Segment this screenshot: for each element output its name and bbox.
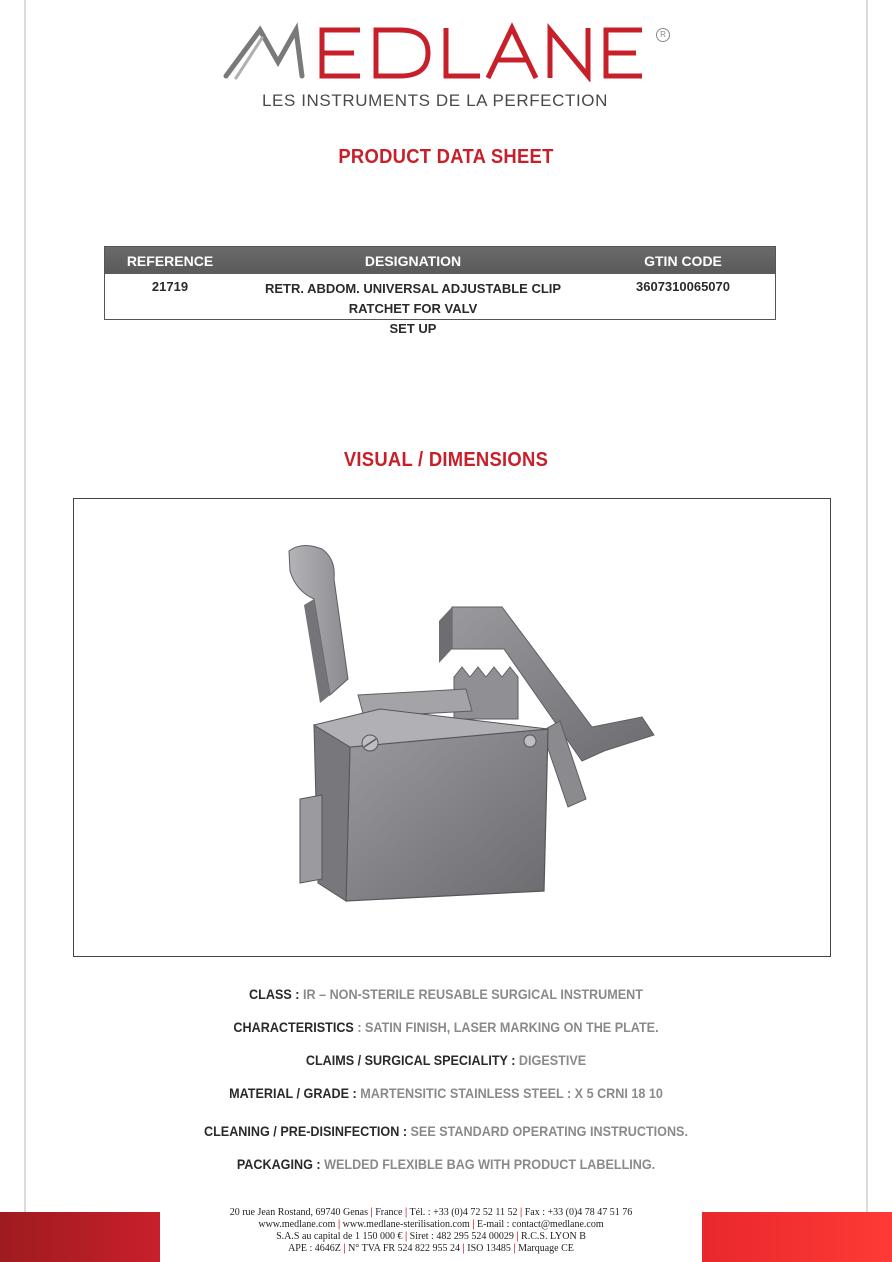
table-row — [105, 274, 775, 339]
product-image — [74, 499, 830, 956]
spec-label: CLEANING / PRE-DISINFECTION : — [204, 1123, 408, 1139]
footer-ape: APE : 4646Z — [288, 1243, 341, 1254]
spec-characteristics — [45, 1019, 848, 1035]
footer-website-link[interactable]: www.medlane.com — [258, 1219, 336, 1230]
footer-sterilisation-link[interactable]: www.medlane-sterilisation.com — [342, 1219, 470, 1230]
footer-iso: ISO 13485 — [467, 1243, 511, 1254]
designation-line-2: SET UP — [389, 321, 437, 336]
footer-separator: | — [343, 1243, 346, 1254]
footer-capital: S.A.S au capital de 1 150 000 € — [276, 1231, 403, 1242]
footer-separator: | — [520, 1207, 523, 1218]
footer-red-bar-left — [0, 1212, 160, 1262]
spec-label: PACKAGING : — [236, 1156, 321, 1172]
footer-email-link[interactable]: E-mail : contact@medlane.com — [476, 1219, 604, 1230]
footer-separator: | — [472, 1219, 475, 1230]
footer-rcs: R.C.S. LYON B — [521, 1231, 586, 1242]
header-gtin: GTIN CODE — [644, 252, 722, 269]
footer-ce: Marquage CE — [518, 1243, 574, 1254]
spec-value: WELDED FLEXIBLE BAG WITH PRODUCT LABELLING. — [320, 1156, 656, 1172]
footer-address: 20 rue Jean Rostand, 69740 Genas — [229, 1207, 369, 1218]
product-image-frame — [73, 498, 831, 957]
spec-class — [45, 986, 848, 1002]
spec-value: : SATIN FINISH, LASER MARKING ON THE PLATE. — [353, 1019, 659, 1035]
company-footer — [160, 1207, 702, 1255]
footer-tva: N° TVA FR 524 822 955 24 — [348, 1243, 461, 1254]
footer-separator: | — [404, 1231, 408, 1242]
footer-phone: Tél. : +33 (0)4 72 52 11 52 — [409, 1207, 518, 1218]
medlane-logo — [222, 22, 672, 82]
footer-separator: | — [462, 1243, 465, 1254]
spec-value: DIGESTIVE — [515, 1052, 587, 1068]
footer-country: France — [375, 1207, 403, 1218]
footer-line-4 — [160, 1243, 702, 1255]
product-data-sheet-title: PRODUCT DATA SHEET — [338, 146, 554, 168]
footer-siret: Siret : 482 295 524 00029 — [409, 1231, 514, 1242]
spec-packaging — [45, 1156, 848, 1172]
visual-dimensions-title: VISUAL / DIMENSIONS — [343, 449, 549, 471]
left-border-line — [24, 0, 26, 1212]
spec-value: MARTENSITIC STAINLESS STEEL : X 5 CRNI 18 10 — [356, 1085, 663, 1101]
spec-label: CHARACTERISTICS — [233, 1019, 354, 1035]
spec-value: IR – NON-STERILE REUSABLE SURGICAL INSTRUMENT — [299, 986, 643, 1002]
footer-separator: | — [337, 1219, 341, 1230]
spec-material — [45, 1085, 848, 1101]
spec-value: SEE STANDARD OPERATING INSTRUCTIONS. — [407, 1123, 688, 1139]
gtin-value: 3607310065070 — [636, 279, 730, 294]
reference-value: 21719 — [151, 279, 189, 294]
footer-line-3 — [160, 1231, 702, 1243]
footer-red-bar-right — [702, 1212, 892, 1262]
spec-label: CLASS : — [249, 986, 300, 1002]
registered-mark: R — [656, 28, 670, 42]
footer-separator: | — [370, 1207, 373, 1218]
header-designation: DESIGNATION — [364, 252, 462, 269]
footer-fax: Fax : +33 (0)4 78 47 51 76 — [524, 1207, 633, 1218]
footer-separator: | — [513, 1243, 516, 1254]
spec-claims — [45, 1052, 848, 1068]
designation-value — [235, 279, 591, 339]
spec-label: CLAIMS / SURGICAL SPECIALITY : — [305, 1052, 516, 1068]
right-border-line — [866, 0, 868, 1212]
footer-line-1 — [160, 1207, 702, 1219]
spec-cleaning — [45, 1123, 848, 1139]
reference-table — [104, 246, 776, 336]
footer-separator: | — [516, 1231, 519, 1242]
footer-separator: | — [404, 1207, 408, 1218]
footer-line-2 — [160, 1219, 702, 1231]
header-reference: REFERENCE — [126, 252, 214, 269]
brand-tagline: LES INSTRUMENTS DE LA PERFECTION — [261, 91, 609, 110]
designation-line-1: RETR. ABDOM. UNIVERSAL ADJUSTABLE CLIP RATCHET FOR VALV — [264, 281, 562, 316]
table-header — [105, 247, 775, 274]
spec-label: MATERIAL / GRADE : — [229, 1085, 357, 1101]
